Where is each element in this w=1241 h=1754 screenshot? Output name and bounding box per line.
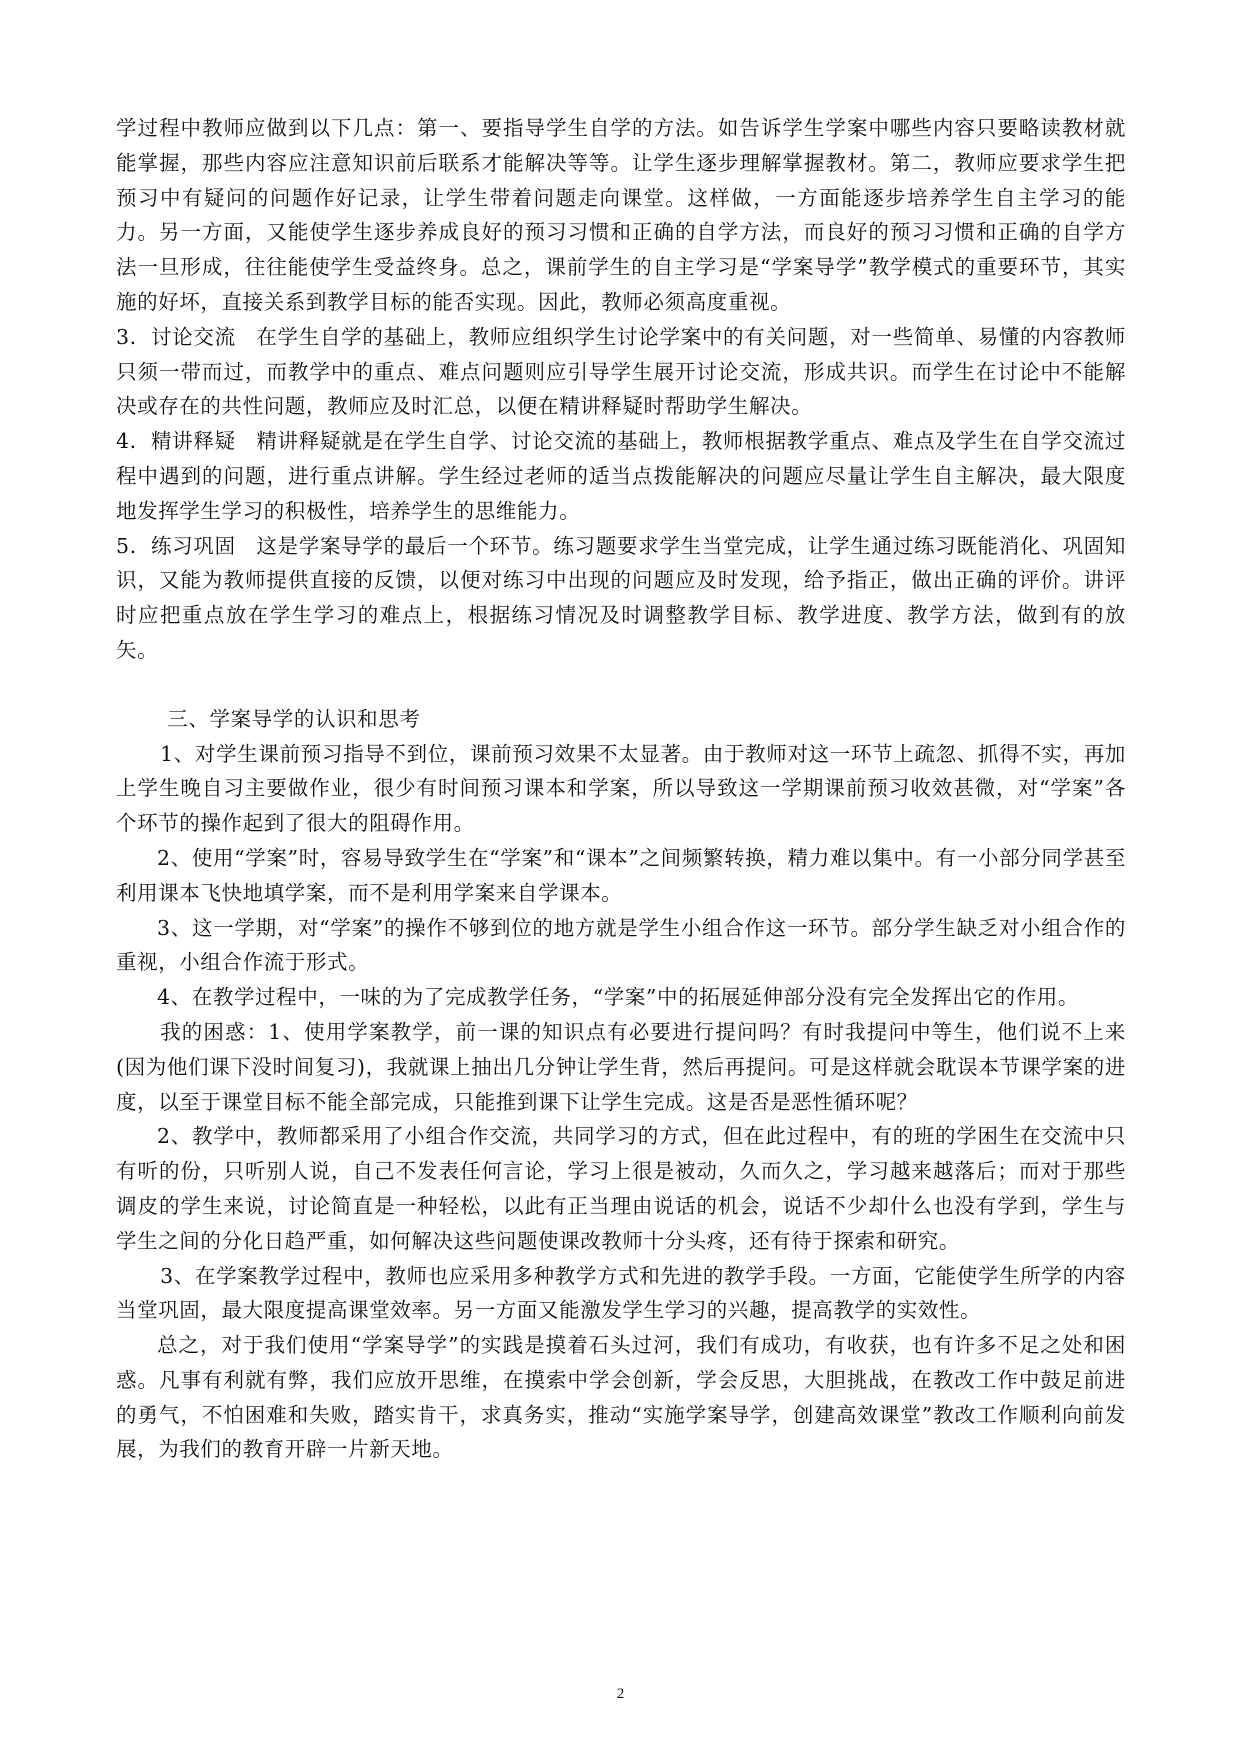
confusion-paragraph-1: 我的困惑：1、使用学案教学，前一课的知识点有必要进行提问吗？有时我提问中等生，他们说不上来(因为他们课下没时间复习)，我就课上抽出几分钟让学生背，然后再提问。可是这样就会耽误本节课学案的进度，以至于课堂目标不能全部完成，只能推到课下让学生完成。这是否是恶性循环呢？ [116, 1019, 1126, 1114]
item-4-heading: 4．精讲释疑 [116, 429, 236, 454]
item-4-text: 精讲释疑就是在学生自学、讨论交流的基础上，教师根据教学重点、难点及学生在自学交流过程中遇到的问题，进行重点讲解。学生经过老师的适当点拨能解决的问题应尽量让学生自主解决，最大限度地发挥学生学习的积极性，培养学生的思维能力。 [116, 429, 1126, 523]
reflection-paragraph-2: 2、使用“学案”时，容易导致学生在“学案”和“课本”之间频繁转换，精力难以集中。有一小部分同学甚至利用课本飞快地填学案，而不是利用学案来自学课本。 [116, 845, 1126, 905]
reflection-paragraph-3: 3、这一学期，对“学案”的操作不够到位的地方就是学生小组合作这一环节。部分学生缺乏对小组合作的重视，小组合作流于形式。 [116, 915, 1126, 975]
page-number: 2 [616, 1686, 625, 1702]
paragraph-item-3 [116, 320, 1126, 424]
confusion-paragraph-2: 2、教学中，教师都采用了小组合作交流，共同学习的方式，但在此过程中，有的班的学困生在交流中只有听的份，只听别人说，自己不发表任何言论，学习上很是被动，久而久之，学习越来越落后；而对于那些调皮的学生来说，讨论简直是一种轻松，以此有正当理由说话的机会，说话不少却什么也没有学到，学生与学生之间的分化日趋严重，如何解决这些问题使课改教师十分头疼，还有待于探索和研究。 [116, 1124, 1126, 1253]
paragraph-continuation: 学过程中教师应做到以下几点：第一、要指导学生自学的方法。如告诉学生学案中哪些内容只要略读教材就能掌握，那些内容应注意知识前后联系才能解决等等。让学生逐步理解掌握教材。第二，教师应要求学生把预习中有疑问的问题作好记录，让学生带着问题走向课堂。这样做，一方面能逐步培养学生自主学习的能力。另一方面，又能使学生逐步养成良好的预习习惯和正确的自学方法，而良好的预习习惯和正确的自学方法一旦形成，往往能使学生受益终身。总之，课前学生的自主学习是“学案导学”教学模式的重要环节，其实施的好坏，直接关系到教学目标的能否实现。因此，教师必须高度重视。 [116, 116, 1126, 314]
item-5-text: 这是学案导学的最后一个环节。练习题要求学生当堂完成，让学生通过练习既能消化、巩固知识，又能为教师提供直接的反馈，以便对练习中出现的问题应及时发现，给予指正，做出正确的评价。讲评时应把重点放在学生学习的难点上，根据练习情况及时调整教学目标、教学进度、教学方法，做到有的放矢。 [116, 533, 1126, 662]
reflection-paragraph-1: 1、对学生课前预习指导不到位，课前预习效果不太显著。由于教师对这一环节上疏忽、抓得不实，再加上学生晚自习主要做作业，很少有时间预习课本和学案，所以导致这一学期课前预习收效甚微，对“学案”各个环节的操作起到了很大的阻碍作用。 [116, 741, 1126, 836]
confusion-paragraph-3: 3、在学案教学过程中，教师也应采用多种教学方式和先进的教学手段。一方面，它能使学生所学的内容当堂巩固，最大限度提高课堂效率。另一方面又能激发学生学习的兴趣，提高教学的实效性。 [116, 1263, 1126, 1323]
item-3-heading: 3．讨论交流 [116, 324, 236, 349]
paragraph-item-4 [116, 424, 1126, 528]
paragraph-item-5 [116, 529, 1126, 668]
conclusion-paragraph: 总之，对于我们使用“学案导学”的实践是摸着石头过河，我们有成功，有收获，也有许多不足之处和困惑。凡事有利就有弊，我们应放开思维，在摸索中学会创新，学会反思，大胆挑战，在教改工作中鼓足前进的勇气，不怕困难和失败，踏实肯干，求真务实，推动“实施学案导学，创建高效课堂”教改工作顺利向前发展，为我们的教育开辟一片新天地。 [116, 1333, 1126, 1462]
body-text [116, 111, 1126, 1467]
reflection-paragraph-4: 4、在教学过程中，一味的为了完成教学任务，“学案”中的拓展延伸部分没有完全发挥出它的作用。 [157, 985, 1080, 1010]
section-heading: 三、学案导学的认识和思考 [167, 706, 421, 731]
item-3-text: 在学生自学的基础上，教师应组织学生讨论学案中的有关问题，对一些简单、易懂的内容教师只须一带而过，而教学中的重点、难点问题则应引导学生展开讨论交流，形成共识。而学生在讨论中不能解决或存在的共性问题，教师应及时汇总，以便在精讲释疑时帮助学生解决。 [116, 324, 1126, 419]
item-5-heading: 5．练习巩固 [116, 533, 236, 558]
